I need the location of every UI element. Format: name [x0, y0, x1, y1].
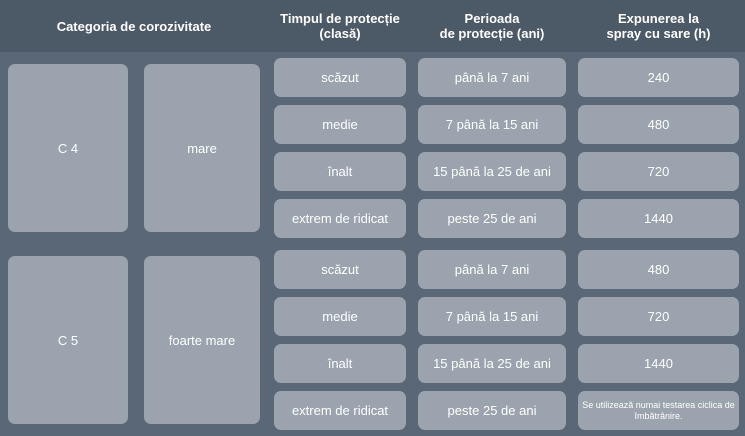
column-salt-spray-exposure: [572, 52, 745, 436]
protection-period-cell: până la 7 ani: [418, 58, 566, 97]
protection-class-cell: înalt: [274, 344, 406, 383]
corrosivity-group-c5: [136, 244, 268, 436]
protection-class-cell: extrem de ridicat: [274, 391, 406, 430]
protection-period-group-c5: [412, 244, 572, 436]
category-group-c5: [0, 244, 136, 436]
column-header-protection-period: [412, 0, 572, 52]
salt-spray-cell: 240: [578, 58, 739, 97]
column-header-salt-spray-line1: Expunerea la: [618, 11, 699, 26]
salt-spray-cell: 480: [578, 105, 739, 144]
column-header-protection-time-line2: (clasă): [319, 26, 361, 41]
protection-class-group-c4: [268, 52, 412, 244]
column-header-protection-time: [268, 0, 412, 52]
protection-period-cell: peste 25 de ani: [418, 199, 566, 238]
column-header-protection-period-line2: de protecție (ani): [439, 26, 545, 41]
protection-period-cell: peste 25 de ani: [418, 391, 566, 430]
protection-class-cell: înalt: [274, 152, 406, 191]
column-header-protection-time-line1: Timpul de protecție: [280, 11, 400, 26]
column-header-salt-spray: [572, 0, 745, 52]
protection-period-cell: până la 7 ani: [418, 250, 566, 289]
category-group-c4: [0, 52, 136, 244]
column-protection-period: [412, 52, 572, 436]
protection-class-group-c5: [268, 244, 412, 436]
salt-spray-cell: 480: [578, 250, 739, 289]
column-header-category-line1: Categoria de corozivitate: [56, 18, 212, 34]
protection-period-group-c4: [412, 52, 572, 244]
salt-spray-group-c4: [572, 52, 745, 244]
protection-class-cell: medie: [274, 105, 406, 144]
category-value-c5: C 5: [8, 256, 128, 424]
protection-period-cell: 7 până la 15 ani: [418, 297, 566, 336]
column-header-protection-period-line1: Perioada: [464, 11, 520, 26]
column-header-category: [0, 0, 268, 52]
table-body: [0, 52, 745, 436]
table-header-row: [0, 0, 745, 52]
category-value-c4: C 4: [8, 64, 128, 232]
protection-class-cell: extrem de ridicat: [274, 199, 406, 238]
corrosivity-value-c4: mare: [144, 64, 260, 232]
salt-spray-cell: 720: [578, 297, 739, 336]
corrosivity-value-c5: foarte mare: [144, 256, 260, 424]
salt-spray-cell: 1440: [578, 199, 739, 238]
protection-period-cell: 7 până la 15 ani: [418, 105, 566, 144]
salt-spray-group-c5: [572, 244, 745, 436]
column-corrosivity-level: [136, 52, 268, 436]
column-header-salt-spray-line2: spray cu sare (h): [606, 26, 711, 41]
salt-spray-cell: 1440: [578, 344, 739, 383]
protection-period-cell: 15 până la 25 de ani: [418, 152, 566, 191]
protection-class-cell: scăzut: [274, 250, 406, 289]
column-protection-class: [268, 52, 412, 436]
protection-class-cell: medie: [274, 297, 406, 336]
salt-spray-cell: 720: [578, 152, 739, 191]
protection-class-cell: scăzut: [274, 58, 406, 97]
protection-period-cell: 15 până la 25 de ani: [418, 344, 566, 383]
column-category: [0, 52, 136, 436]
corrosivity-group-c4: [136, 52, 268, 244]
salt-spray-note-cell: Se utilizează numai testarea ciclica de îmbătrânire.: [578, 391, 739, 430]
